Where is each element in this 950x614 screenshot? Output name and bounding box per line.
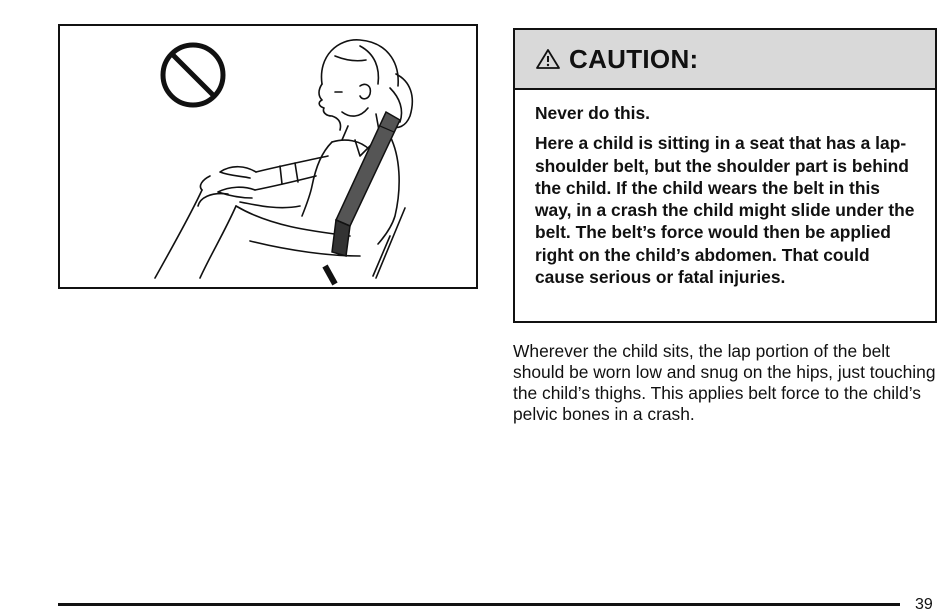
shoulder-belt: [325, 112, 400, 284]
illustration-frame: [58, 24, 478, 289]
footer-rule: [58, 603, 900, 606]
caution-title: CAUTION:: [569, 43, 699, 74]
warning-triangle-icon: [535, 48, 561, 70]
caution-body: [515, 90, 935, 288]
no-symbol-icon: [163, 45, 223, 105]
page-number: 39: [915, 596, 933, 613]
caution-box: [513, 28, 937, 323]
caution-lead: Never do this.: [535, 103, 651, 123]
child-seated-belt-behind-illustration: [60, 26, 476, 287]
caution-header: [515, 30, 935, 90]
body-paragraph: Wherever the child sits, the lap portion of the belt should be worn low and snug on the hips, just touching the child’s thighs. This applies belt force to the child’s pelvic bones in a crash.: [513, 341, 936, 424]
caution-text: Here a child is sitting in a seat that has a lap-shoulder belt, but the shoulder part is behind the child. If the child wears the belt in this way, in a crash the child might slide under the belt. The belt’s force would then be applied right on the child’s abdomen. That could cause serious or fatal injuries.: [535, 133, 915, 288]
